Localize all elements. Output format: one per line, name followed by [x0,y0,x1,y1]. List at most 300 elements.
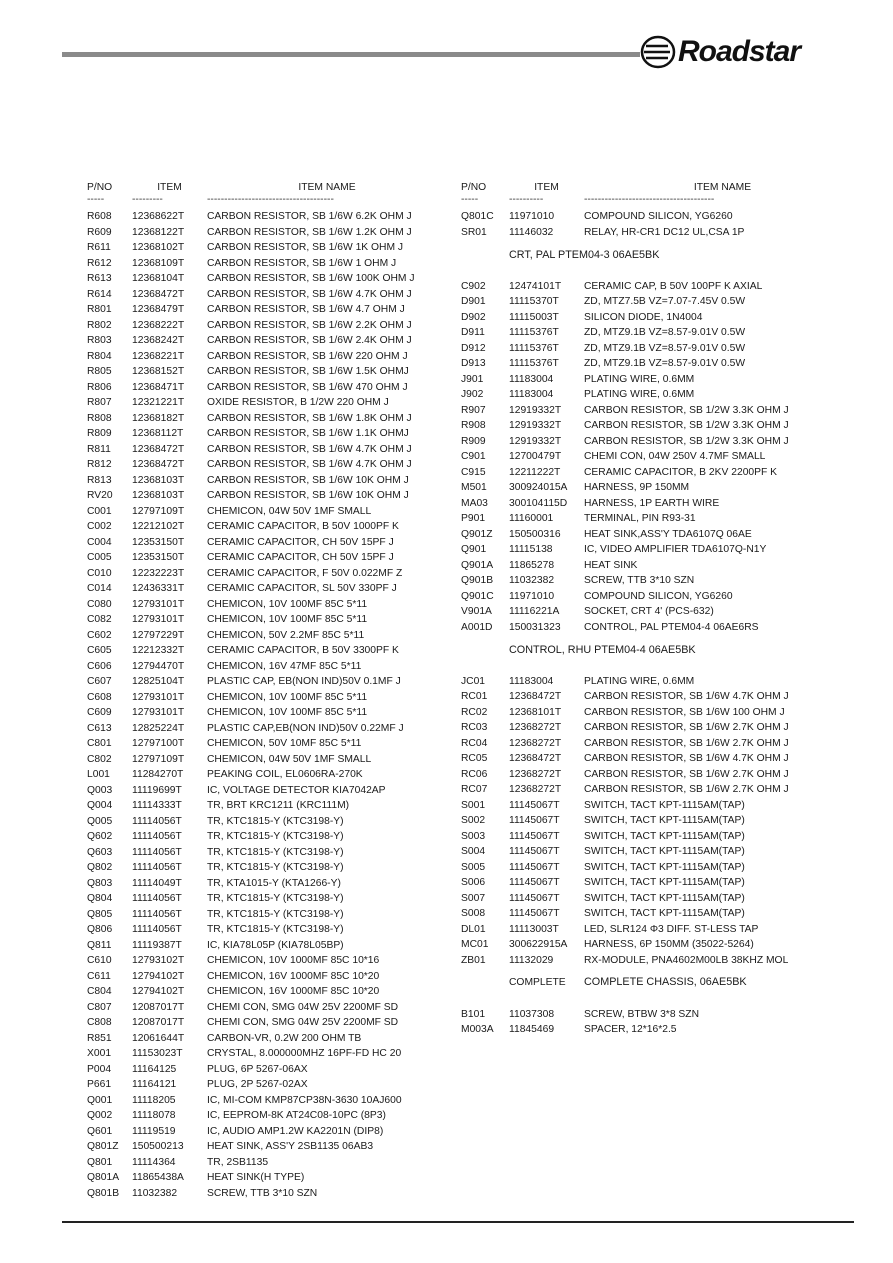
item-code: 12368102T [132,242,185,253]
item-name: CHEMICON, 50V 10MF 85C 5*11 [207,738,362,749]
item-name: IC, VIDEO AMPLIFIER TDA6107Q-N1Y [584,544,767,555]
item-code: 12368272T [509,784,562,795]
table-row [461,922,861,938]
item-code: 11115003T [509,311,559,323]
item-name: PLATING WIRE, 0.6MM [584,373,695,385]
item-code: 150500316 [509,528,561,540]
item-name: CHEMICON, 04W 50V 1MF SMALL [207,505,372,517]
item-name: TR, KTC1815-Y (KTC3198-Y) [207,924,344,935]
part-number: Q901B [461,575,494,586]
item-name: CARBON RESISTOR, SB 1/6W 1 OHM J [207,257,397,269]
table-row [461,875,861,891]
item-code: 12794470T [132,660,185,672]
part-number: RC03 [461,722,488,733]
part-number: RC02 [461,706,488,718]
item-code: 12368221T [132,350,185,362]
table-row [87,1186,447,1202]
item-code: 12087017T [132,1017,185,1028]
table-row [87,1093,447,1109]
section-title-complete: COMPLETE CHASSIS, 06AE5BK [584,976,747,988]
table-row [87,597,447,613]
item-name: CARBON RESISTOR, SB 1/6W 6.2K OHM J [207,211,412,222]
table-row [87,411,447,427]
item-code: 12212332T [132,645,185,656]
item-name: CERAMIC CAPACITOR, B 50V 1000PF K [207,521,399,532]
item-name: CARBON RESISTOR, SB 1/6W 1.1K OHMJ [207,428,409,439]
item-name: CERAMIC CAPACITOR, F 50V 0.022MF Z [207,567,403,579]
item-name: CARBON-VR, 0.2W 200 OHM TB [207,1032,362,1044]
item-code: 12368472T [509,753,562,764]
item-name: CARBON RESISTOR, SB 1/6W 1.5K OHMJ [207,366,409,377]
part-number: JC01 [461,675,486,687]
part-number: Q004 [87,800,113,811]
item-code: 300104115D [509,497,568,509]
item-name: PLUG, 6P 5267-06AX [207,1063,308,1075]
part-number: M501 [461,482,487,493]
item-name: CHEMICON, 16V 1000MF 85C 10*20 [207,986,380,997]
item-name: CARBON RESISTOR, SB 1/6W 1.8K OHM J [207,412,412,424]
item-code: 11118078 [132,1110,176,1121]
table-row [87,380,447,396]
item-code: 12368222T [132,319,185,331]
item-name: CARBON RESISTOR, SB 1/2W 3.3K OHM J [584,404,789,416]
item-code: 12794102T [132,986,185,997]
table-row [87,364,447,380]
item-name: CARBON RESISTOR, SB 1/6W 10K OHM J [207,490,409,501]
table-row [87,876,447,892]
table-row [461,418,861,434]
part-number: D901 [461,296,486,307]
item-code: 12368112T [132,428,184,439]
item-code: 12797109T [132,753,185,765]
table-row [87,426,447,442]
item-code: 12353150T [132,552,185,563]
part-number: ZB01 [461,954,486,966]
item-name: CHEMICON, 10V 100MF 85C 5*11 [207,598,368,610]
part-number: S004 [461,846,486,857]
table-row [461,496,861,512]
table-row [461,674,861,690]
table-row [461,209,861,225]
right-block-4 [461,1007,861,1038]
part-number: L001 [87,769,110,780]
table-row [461,573,861,589]
part-number: R909 [461,435,486,447]
item-code: 12797229T [132,629,185,641]
part-number: R811 [87,443,111,455]
item-name: HEAT SINK(H TYPE) [207,1172,305,1183]
item-name: TERMINAL, PIN R93-31 [584,513,696,524]
table-row [87,953,447,969]
table-row [461,767,861,783]
item-code: 11119699T [132,784,182,796]
part-number: R802 [87,319,112,331]
table-row [461,387,861,403]
table-row [87,473,447,489]
item-name: TR, KTC1815-Y (KTC3198-Y) [207,862,344,873]
item-name: IC, EEPROM-8K AT24C08-10PC (8P3) [207,1110,386,1121]
header-item: ITEM [157,182,182,193]
part-number: Q804 [87,893,113,904]
item-name: PLATING WIRE, 0.6MM [584,389,695,400]
table-row [87,1139,447,1155]
item-name: IC, AUDIO AMP1.2W KA2201N (DIP8) [207,1125,384,1137]
table-row [461,891,861,907]
item-name: CARBON RESISTOR, SB 1/6W 4.7K OHM J [207,288,412,300]
item-name: SCREW, BTBW 3*8 SZN [584,1008,700,1020]
part-number: SR01 [461,226,487,238]
table-row [87,1046,447,1062]
item-code: 11114056T [132,924,182,935]
item-name: SOCKET, CRT 4' (PCS-632) [584,606,714,617]
item-code: 11183004 [509,389,554,400]
item-code: 11971010 [509,590,555,602]
item-name: CERAMIC CAPACITOR, SL 50V 330PF J [207,583,397,594]
part-number: R908 [461,420,486,431]
table-row [461,829,861,845]
table-row [87,674,447,690]
table-row [461,341,861,357]
brand-logo [640,32,855,72]
section-heading [461,248,861,264]
item-name: COMPOUND SILICON, YG6260 [584,211,733,222]
table-row [461,294,861,310]
item-name: HEAT SINK, ASS'Y 2SB1135 06AB3 [207,1141,374,1152]
part-number: RC04 [461,737,488,749]
part-number: C607 [87,676,112,687]
part-number: C602 [87,629,112,641]
table-row [461,813,861,829]
item-code: 12321221T [132,397,185,408]
section-title-control: CONTROL, RHU PTEM04-4 06AE5BK [509,644,696,656]
part-number: P661 [87,1079,112,1090]
item-name: SWITCH, TACT KPT-1115AM(TAP) [584,861,745,873]
item-code: 11153023T [132,1048,183,1059]
table-row [87,1124,447,1140]
item-name: CHEMI CON, SMG 04W 25V 2200MF SD [207,1001,399,1013]
table-row [87,814,447,830]
item-name: CARBON RESISTOR, SB 1/6W 470 OHM J [207,381,408,393]
item-name: CRYSTAL, 8.000000MHZ 16PF-FD HC 20 [207,1048,402,1059]
item-code: 12212102T [132,521,185,532]
item-code: 11145067T [509,799,560,811]
item-code: 12700479T [509,451,562,462]
item-name: TR, BRT KRC1211 (KRC111M) [207,800,350,811]
item-code: 11145067T [509,861,560,873]
table-row [87,1108,447,1124]
item-code: 11114333T [132,800,182,811]
table-row [87,891,447,907]
item-code: 11865278 [509,559,555,571]
item-code: 11119387T [132,939,182,951]
part-number: C915 [461,466,486,478]
item-code: 11032382 [132,1187,178,1199]
table-row [461,720,861,736]
item-code: 12061644T [132,1032,185,1044]
item-code: 12797109T [132,505,185,517]
item-name: TR, KTC1815-Y (KTC3198-Y) [207,831,344,842]
footer-rule [62,1221,854,1223]
item-code: 12368479T [132,304,185,315]
item-code: 11145067T [509,908,560,919]
part-number: C610 [87,955,112,966]
item-code: 150031323 [509,621,561,633]
item-code: 12368109T [132,257,185,269]
part-number: C807 [87,1001,112,1013]
table-row [461,844,861,860]
table-row [87,256,447,272]
item-code: 12087017T [132,1001,185,1013]
table-row [461,1007,861,1023]
part-number: C605 [87,645,112,656]
table-row [87,225,447,241]
item-code: 12368152T [132,366,185,377]
section-label-complete: COMPLETE [509,977,566,988]
item-name: CHEMICON, 16V 1000MF 85C 10*20 [207,970,380,982]
table-row [461,225,861,241]
item-code: 12368272T [509,722,562,733]
part-number: MA03 [461,497,488,509]
item-name: HEAT SINK,ASS'Y TDA6107Q 06AE [584,528,752,540]
table-row [461,511,861,527]
item-code: 11146032 [509,226,554,238]
part-number: C613 [87,722,112,734]
header-pno: P/NO [87,182,113,193]
item-name: CERAMIC CAP, B 50V 100PF K AXIAL [584,280,763,292]
part-number: C804 [87,986,112,997]
table-row [87,1170,447,1186]
item-name: CARBON RESISTOR, SB 1/6W 100 OHM J [584,706,785,718]
table-row [87,395,447,411]
part-number: Q811 [87,939,112,951]
table-row [87,612,447,628]
item-code: 11145067T [509,830,560,842]
part-number: S002 [461,815,486,826]
brand-name: Roadstar [678,35,801,68]
part-number: Q901A [461,559,494,571]
item-name: CHEMI CON, 04W 250V 4.7MF SMALL [584,451,766,462]
part-number: Q803 [87,877,113,889]
item-name: LED, SLR124 Φ3 DIFF. ST-LESS TAP [584,923,759,935]
right-block-1 [461,209,861,240]
item-code: 12368242T [132,335,185,346]
table-row [461,1022,861,1038]
table-row [87,1015,447,1031]
part-number: M003A [461,1024,494,1035]
item-code: 12368182T [132,412,185,424]
part-number: C005 [87,552,112,563]
part-number: R801 [87,304,112,315]
table-row [461,465,861,481]
table-header [461,180,861,196]
item-code: 12793101T [132,614,185,625]
item-name: ZD, MTZ9.1B VZ=8.57-9.01V 0.5W [584,342,746,354]
table-row [87,550,447,566]
item-code: 12919332T [509,404,562,416]
item-code: 11113003T [509,923,559,935]
header-divider: ----- ---------- -------------------------------------- [461,196,715,205]
part-number: C608 [87,691,112,703]
part-number: C611 [87,970,111,982]
item-code: 12368104T [132,273,185,284]
part-number: X001 [87,1048,112,1059]
table-row [87,287,447,303]
item-code: 11145067T [509,877,560,888]
item-name: CARBON RESISTOR, SB 1/6W 4.7K OHM J [207,459,412,470]
item-name: TR, KTC1815-Y (KTC3198-Y) [207,908,344,920]
item-name: RX-MODULE, PNA4602M00LB 38KHZ MOL [584,954,789,966]
item-name: CERAMIC CAPACITOR, B 2KV 2200PF K [584,466,778,478]
part-number: R806 [87,381,112,393]
item-name: CARBON RESISTOR, SB 1/6W 10K OHM J [207,474,409,486]
item-name: CHEMICON, 10V 100MF 85C 5*11 [207,614,368,625]
header-item-name: ITEM NAME [693,182,752,193]
left-rows [87,209,447,1201]
table-row [461,604,861,620]
item-name: CHEMICON, 10V 100MF 85C 5*11 [207,707,368,718]
table-row [461,480,861,496]
table-row [87,922,447,938]
item-code: 11183004 [509,373,554,385]
item-name: CARBON RESISTOR, SB 1/2W 3.3K OHM J [584,420,789,431]
item-code: 12919332T [509,435,562,447]
part-number: RV20 [87,490,113,501]
item-name: IC, VOLTAGE DETECTOR KIA7042AP [207,784,386,796]
item-name: PEAKING COIL, EL0606RA-270K [207,769,363,780]
part-number: D911 [461,327,485,338]
part-number: J902 [461,389,484,400]
item-code: 11037308 [509,1008,555,1020]
item-name: HARNESS, 1P EARTH WIRE [584,497,720,509]
table-row [461,542,861,558]
section-heading [461,643,861,659]
part-number: C080 [87,598,112,610]
item-name: HARNESS, 9P 150MM [584,482,690,493]
item-code: 11114056T [132,862,182,873]
table-row [461,689,861,705]
item-code: 12368272T [509,768,562,780]
table-row [87,643,447,659]
part-number: R851 [87,1032,112,1044]
table-row [87,488,447,504]
item-name: PLUG, 2P 5267-02AX [207,1079,308,1090]
item-code: 12368472T [509,691,562,702]
part-number: DL01 [461,923,486,935]
item-code: 11160001 [509,513,554,524]
part-number: S005 [461,861,486,873]
part-number: Q601 [87,1125,113,1137]
part-number: C606 [87,660,112,672]
item-name: CARBON RESISTOR, SB 1/6W 2.7K OHM J [584,768,789,780]
item-code: 12368472T [132,443,185,455]
part-number: C082 [87,614,112,625]
item-code: 11132029 [509,954,554,966]
item-code: 12368101T [509,706,562,718]
part-number: Q003 [87,784,113,796]
item-name: SPACER, 12*16*2.5 [584,1024,677,1035]
item-name: IC, MI-COM KMP87CP38N-3630 10AJ600 [207,1094,402,1106]
table-row [461,751,861,767]
item-code: 12368103T [132,490,185,501]
part-number: S003 [461,830,486,842]
item-code: 11145067T [509,892,560,904]
item-name: CARBON RESISTOR, SB 1/6W 2.2K OHM J [207,319,412,331]
table-row [461,860,861,876]
item-name: TR, KTA1015-Y (KTA1266-Y) [207,877,341,889]
item-name: CERAMIC CAPACITOR, CH 50V 15PF J [207,552,394,563]
table-row [87,1031,447,1047]
table-row [87,442,447,458]
part-number: Q901C [461,590,494,602]
table-row [87,1077,447,1093]
part-number: R804 [87,350,112,362]
item-code: 11118205 [132,1094,176,1106]
part-number: D913 [461,358,486,369]
item-code: 11145067T [509,846,560,857]
roadstar-emblem-icon [640,34,676,70]
item-code: 12368272T [509,737,562,749]
part-number: C004 [87,536,112,548]
table-row [461,310,861,326]
part-number: V901A [461,606,492,617]
item-name: CHEMI CON, SMG 04W 25V 2200MF SD [207,1017,399,1028]
item-name: CERAMIC CAPACITOR, B 50V 3300PF K [207,645,399,656]
part-number: MC01 [461,939,489,950]
right-block-3 [461,674,861,969]
item-name: TR, KTC1815-Y (KTC3198-Y) [207,815,344,827]
item-name: CERAMIC CAPACITOR, CH 50V 15PF J [207,536,394,548]
part-number: C010 [87,567,112,579]
item-name: SWITCH, TACT KPT-1115AM(TAP) [584,830,745,842]
table-row [461,798,861,814]
part-number: Q901Z [461,528,493,540]
table-row [87,705,447,721]
item-name: PLATING WIRE, 0.6MM [584,675,695,687]
part-number: R805 [87,366,112,377]
part-number: C609 [87,707,112,718]
item-name: COMPOUND SILICON, YG6260 [584,590,733,602]
table-row [87,628,447,644]
part-number: R807 [87,397,112,408]
item-name: PLASTIC CAP,EB(NON IND)50V 0.22MF J [207,722,404,734]
part-number: Q603 [87,846,113,858]
table-row [87,1155,447,1171]
item-code: 11114056T [132,893,182,904]
table-row [87,845,447,861]
item-code: 12825224T [132,722,185,734]
item-code: 11114056T [132,908,182,920]
item-code: 12232223T [132,567,185,579]
item-name: SWITCH, TACT KPT-1115AM(TAP) [584,877,745,888]
table-row [461,705,861,721]
part-number: C014 [87,583,112,594]
item-code: 12825104T [132,676,185,687]
part-number: R613 [87,273,112,284]
item-code: 11164121 [132,1079,177,1090]
part-number: Q002 [87,1110,113,1121]
item-name: HEAT SINK [584,559,638,571]
item-name: CHEMICON, 16V 47MF 85C 5*11 [207,660,362,672]
header-item: ITEM [534,182,559,193]
item-name: CHEMICON, 10V 1000MF 85C 10*16 [207,955,380,966]
table-row [87,535,447,551]
item-code: 12793101T [132,707,185,718]
item-code: 12211222T [509,466,561,478]
item-name: CHEMICON, 10V 100MF 85C 5*11 [207,691,368,703]
item-code: 11032382 [509,575,555,586]
table-row [461,937,861,953]
part-number: Q801A [87,1172,120,1183]
